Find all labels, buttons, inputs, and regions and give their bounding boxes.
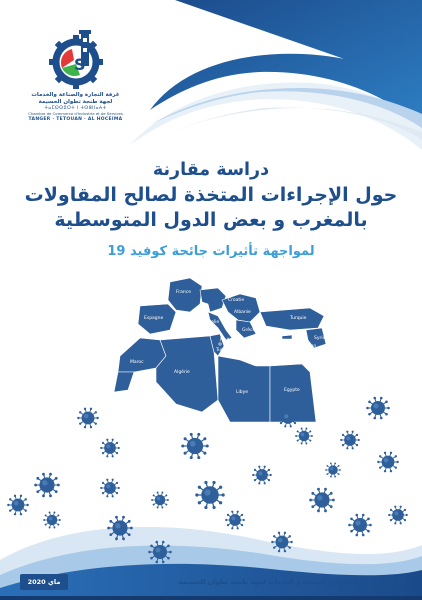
- title-line-1: دراسة مقارنة: [152, 160, 270, 180]
- document-subtitle: لمواجهة تأثيرات جائحة كوفيد 19: [107, 244, 315, 259]
- map-label-malte: Malte: [220, 338, 233, 343]
- virus-icon: [77, 407, 99, 429]
- map-label-algerie: Algérie: [174, 370, 190, 375]
- virus-icon: [388, 505, 408, 525]
- virus-icon: [377, 451, 399, 473]
- virus-icon: [148, 540, 172, 564]
- title-line-2: حول الإجراءات المتخذة لصالح المقاولات: [24, 184, 398, 206]
- virus-icon: [34, 472, 60, 498]
- map-label-italie: Italie: [208, 320, 220, 325]
- map-label-tunisie: Tunisie: [216, 348, 232, 353]
- map-label-espagne: Espagne: [144, 316, 164, 321]
- virus-icon: [107, 515, 133, 541]
- map-label-syrie: Syrie: [314, 336, 326, 341]
- virus-icon: [7, 494, 29, 516]
- title-line-3: بالمغرب و بعض الدول المتوسطية: [54, 209, 368, 231]
- virus-icon: [366, 396, 390, 420]
- virus-icon: [43, 511, 61, 529]
- virus-icon: [195, 480, 225, 510]
- virus-icon: [309, 487, 335, 513]
- mediterranean-map: [110, 272, 340, 437]
- virus-icon: [252, 465, 272, 485]
- chamber-logo: [28, 28, 123, 122]
- map-label-grece: Grèce: [242, 328, 256, 333]
- map-shape-icon: [110, 272, 340, 437]
- virus-icon: [348, 513, 372, 537]
- virus-icon: [100, 478, 120, 498]
- virus-icon: [295, 427, 313, 445]
- virus-icon: [100, 438, 120, 458]
- publisher-line: إصدارات غرفة التجارة و الصناعة و الخدمات لجهة طنجة تطوان الحسيمة: [178, 578, 406, 586]
- virus-icon: [340, 430, 360, 450]
- virus-icon: [225, 510, 245, 530]
- svg-text:S: S: [73, 55, 86, 74]
- map-label-chypre: Chypre: [280, 332, 297, 337]
- org-name-amazigh: ⵜⴰⵎⵙⵙⵓⵔⵜ ⵏ ⵜⵙⴻⵏⵏⴰⵄⵜ: [44, 106, 107, 112]
- virus-icon: [151, 491, 169, 509]
- footer: [20, 574, 410, 594]
- map-label-france: France: [176, 290, 191, 295]
- map-label-liban: Liban: [304, 344, 317, 349]
- map-label-egypte: Egypte: [284, 388, 300, 393]
- org-name-arabic: غرفة التجارة والصناعة والخدمات لجهة طنجة تطوان الحسيمة: [31, 92, 120, 106]
- map-label-croatie: Croatie: [228, 298, 245, 303]
- document-title: [0, 158, 422, 233]
- virus-icon: [271, 531, 293, 553]
- virus-icon: [325, 462, 341, 478]
- map-label-maroc: Maroc: [130, 360, 144, 365]
- virus-icon: [278, 408, 298, 428]
- map-label-albanie: Albanie: [234, 310, 251, 315]
- org-cities: TANGER · TETOUAN · AL HOCEIMA: [28, 117, 123, 123]
- virus-icon: [181, 432, 209, 460]
- org-name-french: Chambre de Commerce d'Industrie et de Services: [28, 111, 123, 117]
- map-label-libye: Libye: [236, 390, 249, 395]
- map-label-turquie: Turquie: [290, 316, 307, 321]
- publication-date: ماي 2020: [20, 574, 68, 590]
- chamber-emblem-icon: [48, 28, 104, 90]
